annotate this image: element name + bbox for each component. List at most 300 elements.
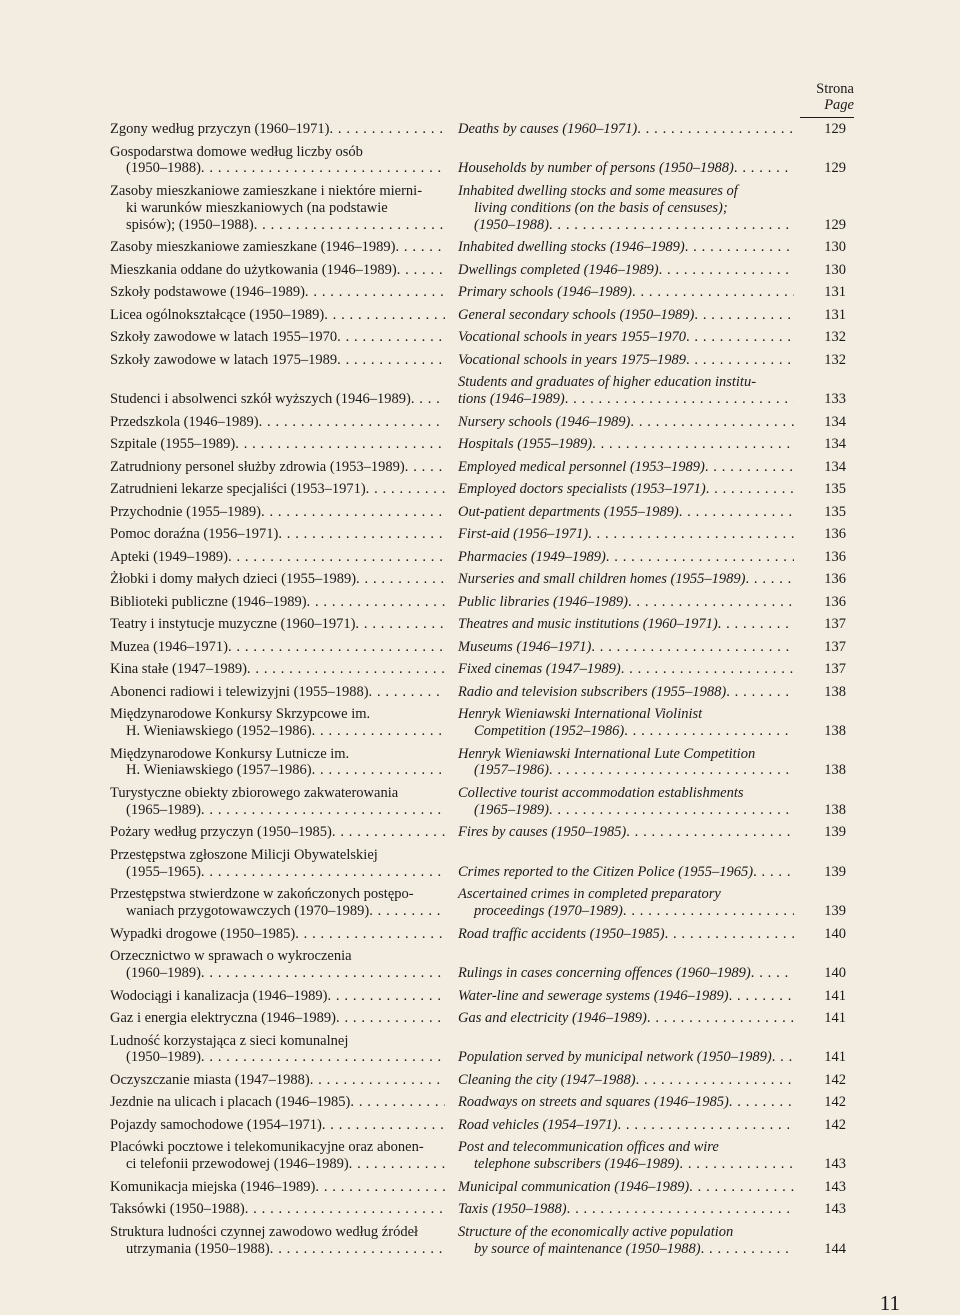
- toc-line-text: Employed doctors specialists (1953–1971): [458, 481, 706, 498]
- toc-title-pl: [110, 824, 445, 841]
- toc-line: [110, 948, 445, 965]
- toc-line-text: Vocational schools in years 1955–1970: [458, 329, 686, 346]
- toc-line-text: proceedings (1970–1989): [474, 903, 623, 920]
- toc-entry[interactable]: [110, 307, 846, 324]
- toc-line: [110, 217, 445, 234]
- toc-line: [458, 926, 794, 943]
- toc-page-number: 130: [824, 239, 846, 256]
- leader-dots: [366, 481, 445, 498]
- leader-dots: [729, 988, 794, 1005]
- toc-title-pl: [110, 988, 445, 1005]
- toc-title-en: [458, 1224, 794, 1258]
- toc-title-pl: [110, 549, 445, 566]
- toc-line-text: Fires by causes (1950–1985): [458, 824, 627, 841]
- toc-line: [110, 1224, 445, 1241]
- leader-dots: [337, 352, 445, 369]
- toc-entry[interactable]: [110, 526, 846, 543]
- toc-line-text: Licea ogólnokształcące (1950–1989): [110, 306, 325, 323]
- toc-line: [458, 481, 794, 498]
- toc-line-text: Gas and electricity (1946–1989): [458, 1010, 647, 1027]
- toc-entry[interactable]: [110, 329, 846, 346]
- toc-line-text: (1957–1986): [474, 762, 549, 779]
- toc-line: [110, 864, 445, 881]
- toc-line: [110, 504, 445, 521]
- toc-entry[interactable]: [110, 481, 846, 498]
- toc-line-text: Biblioteki publiczne (1946–1989): [110, 593, 307, 610]
- toc-page-number: 141: [824, 1010, 846, 1027]
- toc-title-pl: [110, 414, 445, 431]
- toc-line-text: Taksówki (1950–1988): [110, 1201, 245, 1218]
- toc-line: [110, 144, 445, 161]
- toc-entry[interactable]: [110, 785, 846, 819]
- leader-dots: [549, 802, 794, 819]
- toc-line-text: Szpitale (1955–1989): [110, 436, 236, 453]
- leader-dots: [549, 762, 794, 779]
- toc-entry[interactable]: [110, 504, 846, 521]
- toc-line-text: (1950–1989): [126, 1049, 201, 1066]
- toc-line-text: Pożary według przyczyn (1950–1985): [110, 824, 332, 841]
- toc-title-en: [458, 706, 794, 740]
- toc-page-number: 129: [824, 216, 846, 233]
- toc-page-number: 141: [824, 987, 846, 1004]
- toc-page-number: 141: [824, 1049, 846, 1066]
- leader-dots: [247, 661, 445, 678]
- toc-title-pl: [110, 1224, 445, 1258]
- toc-line: [110, 307, 445, 324]
- toc-title-pl: [110, 459, 445, 476]
- leader-dots: [567, 1201, 794, 1218]
- toc-page-number: 138: [824, 762, 846, 779]
- leader-dots: [626, 824, 794, 841]
- toc-line: [458, 684, 794, 701]
- toc-title-en: [458, 374, 794, 408]
- toc-page-number: 137: [824, 661, 846, 678]
- toc-title-pl: [110, 1117, 445, 1134]
- toc-line: [458, 1117, 794, 1134]
- toc-line: [110, 414, 445, 431]
- toc-line: [110, 1094, 445, 1111]
- toc-line-text: Oczyszczanie miasta (1947–1988): [110, 1071, 310, 1088]
- toc-line: [458, 965, 794, 982]
- toc-page-number: 136: [824, 571, 846, 588]
- toc-line-text: telephone subscribers (1946–1989): [474, 1156, 680, 1173]
- toc-title-pl: [110, 329, 445, 346]
- toc-line-text: Employed medical personnel (1953–1989): [458, 458, 705, 475]
- toc-line-text: Teatry i instytucje muzyczne (1960–1971): [110, 616, 356, 633]
- toc-line-text: Muzea (1946–1971): [110, 638, 228, 655]
- toc-line-text: Henryk Wieniawski International Violinist: [458, 706, 703, 723]
- toc-page-number: 132: [824, 329, 846, 346]
- toc-line-text: Zatrudnieni lekarze specjaliści (1953–1971): [110, 481, 366, 498]
- leader-dots: [718, 616, 794, 633]
- leader-dots: [630, 414, 794, 431]
- toc-line: [458, 785, 794, 802]
- toc-line-text: Zasoby mieszkaniowe zamieszkane (1946–1989): [110, 239, 396, 256]
- toc-line: [110, 802, 445, 819]
- leader-dots: [201, 864, 445, 881]
- toc-line: [110, 329, 445, 346]
- toc-line-text: Szkoły podstawowe (1946–1989): [110, 284, 305, 301]
- toc-title-en: [458, 262, 794, 279]
- toc-line-text: Apteki (1949–1989): [110, 548, 228, 565]
- toc-page-number: 131: [824, 306, 846, 323]
- toc-entry[interactable]: [110, 121, 846, 138]
- toc-line: [458, 594, 794, 611]
- toc-line-text: Henryk Wieniawski International Lute Competition: [458, 745, 756, 762]
- toc-entry[interactable]: [110, 549, 846, 566]
- toc-title-en: [458, 121, 794, 138]
- toc-line-text: Cleaning the city (1947–1988): [458, 1071, 636, 1088]
- toc-line: [458, 802, 794, 819]
- leader-dots: [327, 988, 445, 1005]
- toc-line-text: Orzecznictwo w sprawach o wykroczenia: [110, 948, 352, 965]
- toc-title-en: [458, 414, 794, 431]
- leader-dots: [270, 1241, 445, 1258]
- toc-entry[interactable]: [110, 374, 846, 408]
- leader-dots: [628, 594, 794, 611]
- toc-title-pl: [110, 1201, 445, 1218]
- toc-line: [110, 723, 445, 740]
- toc-page-number: 139: [824, 903, 846, 920]
- toc-line-text: Dwellings completed (1946–1989): [458, 261, 659, 278]
- toc-line-text: Przychodnie (1955–1989): [110, 503, 262, 520]
- toc-title-en: [458, 864, 794, 881]
- toc-line-text: Road traffic accidents (1950–1985): [458, 925, 665, 942]
- toc-line: [458, 307, 794, 324]
- toc-line-text: (1950–1988): [474, 216, 549, 233]
- leader-dots: [295, 926, 445, 943]
- toc-line: [458, 1010, 794, 1027]
- toc-line: [110, 926, 445, 943]
- toc-title-pl: [110, 639, 445, 656]
- toc-line-text: Population served by municipal network (1950–1989): [458, 1049, 772, 1066]
- toc-entry[interactable]: [110, 1179, 846, 1196]
- toc-line-text: Hospitals (1955–1989): [458, 436, 593, 453]
- toc-page-number: 143: [824, 1201, 846, 1218]
- toc-line: [110, 1241, 445, 1258]
- toc-line: [110, 746, 445, 763]
- toc-line-text: Inhabited dwelling stocks and some measures of: [458, 182, 738, 199]
- leader-dots: [623, 903, 794, 920]
- toc-page-number: 135: [824, 481, 846, 498]
- toc-line: [458, 661, 794, 678]
- toc-line: [458, 329, 794, 346]
- toc-line: [458, 988, 794, 1005]
- toc-line: [110, 661, 445, 678]
- toc-line: [458, 526, 794, 543]
- toc-entry[interactable]: [110, 262, 846, 279]
- leader-dots: [337, 329, 445, 346]
- toc-title-pl: [110, 144, 445, 178]
- leader-dots: [356, 571, 445, 588]
- leader-dots: [729, 1094, 794, 1111]
- toc-line-text: Structure of the economically active population: [458, 1223, 734, 1240]
- toc-page-number: 137: [824, 616, 846, 633]
- toc-line-text: Roadways on streets and squares (1946–1985): [458, 1094, 729, 1111]
- toc-line-text: Pomoc doraźna (1956–1971): [110, 526, 279, 543]
- leader-dots: [621, 661, 794, 678]
- leader-dots: [324, 307, 445, 324]
- toc-entry[interactable]: [110, 926, 846, 943]
- toc-line-text: Zasoby mieszkaniowe zamieszkane i niektóre mierni-: [110, 182, 423, 199]
- toc-entry[interactable]: [110, 436, 846, 453]
- toc-entry[interactable]: [110, 1094, 846, 1111]
- toc-line: [458, 1224, 794, 1241]
- toc-line-text: Deaths by causes (1960–1971): [458, 121, 638, 137]
- toc-line: [110, 183, 445, 200]
- toc-line: [458, 436, 794, 453]
- leader-dots: [606, 549, 794, 566]
- toc-line: [110, 616, 445, 633]
- toc-line: [110, 785, 445, 802]
- toc-entry[interactable]: [110, 352, 846, 369]
- toc-line: [458, 746, 794, 763]
- toc-line-text: living conditions (on the basis of censuses);: [474, 199, 728, 216]
- leader-dots: [592, 436, 794, 453]
- toc-line: [458, 160, 794, 177]
- toc-entry[interactable]: [110, 847, 846, 881]
- toc-entry[interactable]: [110, 886, 846, 920]
- table-of-contents: [110, 121, 846, 1263]
- toc-line: [110, 594, 445, 611]
- leader-dots: [647, 1010, 794, 1027]
- toc-title-pl: [110, 926, 445, 943]
- toc-title-pl: [110, 571, 445, 588]
- toc-line-text: Żłobki i domy małych dzieci (1955–1989): [110, 571, 357, 588]
- leader-dots: [336, 1010, 445, 1027]
- toc-title-pl: [110, 706, 445, 740]
- toc-title-en: [458, 239, 794, 256]
- leader-dots: [395, 239, 445, 256]
- toc-title-en: [458, 1049, 794, 1066]
- toc-entry[interactable]: [110, 1117, 846, 1134]
- toc-title-en: [458, 988, 794, 1005]
- toc-title-pl: [110, 661, 445, 678]
- toc-line-text: H. Wieniawskiego (1952–1986): [126, 723, 312, 740]
- toc-page-number: 131: [824, 284, 846, 301]
- toc-entry[interactable]: [110, 824, 846, 841]
- leader-dots: [701, 1241, 794, 1258]
- toc-page-number: 132: [824, 351, 846, 368]
- toc-entry[interactable]: [110, 459, 846, 476]
- toc-line-text: Theatres and music institutions (1960–1971): [458, 616, 718, 633]
- toc-page-number: 134: [824, 436, 846, 453]
- toc-entry[interactable]: [110, 284, 846, 301]
- toc-title-pl: [110, 391, 445, 408]
- toc-entry[interactable]: [110, 746, 846, 780]
- toc-line-text: Ascertained crimes in completed preparatory: [458, 886, 721, 903]
- toc-line: [110, 239, 445, 256]
- toc-line: [110, 1139, 445, 1156]
- toc-line: [110, 886, 445, 903]
- toc-line: [458, 200, 794, 217]
- toc-title-pl: [110, 504, 445, 521]
- toc-line-text: Pharmacies (1949–1989): [458, 548, 606, 565]
- toc-title-pl: [110, 886, 445, 920]
- toc-entry[interactable]: [110, 948, 846, 982]
- toc-line-text: Road vehicles (1954–1971): [458, 1116, 618, 1133]
- toc-entry[interactable]: [110, 183, 846, 234]
- toc-line: [458, 762, 794, 779]
- toc-title-en: [458, 1201, 794, 1218]
- toc-entry[interactable]: [110, 616, 846, 633]
- page-number: 11: [879, 1291, 900, 1315]
- toc-title-en: [458, 549, 794, 566]
- toc-line: [110, 1117, 445, 1134]
- toc-entry[interactable]: [110, 594, 846, 611]
- leader-dots: [245, 1201, 445, 1218]
- toc-line: [458, 459, 794, 476]
- leader-dots: [734, 160, 794, 177]
- toc-line: [110, 459, 445, 476]
- toc-title-en: [458, 965, 794, 982]
- leader-dots: [694, 307, 794, 324]
- leader-dots: [307, 594, 445, 611]
- leader-dots: [772, 1049, 794, 1066]
- leader-dots: [369, 903, 445, 920]
- toc-entry[interactable]: [110, 571, 846, 588]
- leader-dots: [201, 965, 445, 982]
- toc-line-text: Zatrudniony personel służby zdrowia (1953–1989): [110, 458, 405, 475]
- toc-page-number: 136: [824, 593, 846, 610]
- toc-line-text: Jezdnie na ulicach i placach (1946–1985): [110, 1094, 351, 1111]
- toc-line: [458, 903, 794, 920]
- leader-dots: [549, 217, 794, 234]
- toc-title-pl: [110, 1033, 445, 1067]
- toc-entry[interactable]: [110, 988, 846, 1005]
- toc-entry[interactable]: [110, 661, 846, 678]
- toc-title-pl: [110, 1094, 445, 1111]
- toc-page-number: 143: [824, 1178, 846, 1195]
- toc-line-text: Water-line and sewerage systems (1946–1989): [458, 987, 729, 1004]
- toc-title-en: [458, 639, 794, 656]
- toc-line-text: Taxis (1950–1988): [458, 1201, 567, 1218]
- toc-title-en: [458, 746, 794, 780]
- toc-line-text: Placówki pocztowe i telekomunikacyjne oraz abonen-: [110, 1139, 424, 1156]
- toc-line-text: Przedszkola (1946–1989): [110, 413, 259, 430]
- toc-line-text: First-aid (1956–1971): [458, 526, 589, 543]
- toc-line: [110, 391, 445, 408]
- toc-entry[interactable]: [110, 1033, 846, 1067]
- toc-line-text: waniach przygotowawczych (1970–1989): [126, 903, 370, 920]
- toc-page-number: 144: [824, 1240, 846, 1257]
- leader-dots: [751, 965, 794, 982]
- toc-entry[interactable]: [110, 144, 846, 178]
- toc-line: [458, 1139, 794, 1156]
- toc-title-pl: [110, 262, 445, 279]
- leader-dots: [685, 239, 794, 256]
- leader-dots: [659, 262, 794, 279]
- toc-line: [458, 1179, 794, 1196]
- toc-line: [458, 391, 794, 408]
- toc-title-en: [458, 1072, 794, 1089]
- leader-dots: [235, 436, 445, 453]
- toc-entry[interactable]: [110, 1072, 846, 1089]
- toc-line: [458, 616, 794, 633]
- toc-title-pl: [110, 436, 445, 453]
- toc-line: [110, 262, 445, 279]
- toc-entry[interactable]: [110, 639, 846, 656]
- toc-line-text: Pojazdy samochodowe (1954–1971): [110, 1116, 322, 1133]
- leader-dots: [332, 824, 445, 841]
- toc-title-en: [458, 571, 794, 588]
- toc-line-text: Radio and television subscribers (1955–1988): [458, 683, 727, 700]
- toc-line-text: Students and graduates of higher education institu-: [458, 374, 757, 391]
- toc-entry[interactable]: [110, 706, 846, 740]
- toc-line: [110, 762, 445, 779]
- toc-line-text: Collective tourist accommodation establishments: [458, 784, 744, 801]
- toc-title-pl: [110, 1072, 445, 1089]
- toc-line: [458, 723, 794, 740]
- toc-entry[interactable]: [110, 684, 846, 701]
- leader-dots: [565, 391, 794, 408]
- toc-page-number: 143: [824, 1156, 846, 1173]
- leader-dots: [312, 723, 445, 740]
- toc-entry[interactable]: [110, 414, 846, 431]
- toc-page-number: 130: [824, 261, 846, 278]
- toc-title-en: [458, 481, 794, 498]
- leader-dots: [726, 684, 794, 701]
- toc-title-pl: [110, 616, 445, 633]
- toc-line: [110, 481, 445, 498]
- toc-title-en: [458, 307, 794, 324]
- leader-dots: [259, 414, 445, 431]
- toc-title-pl: [110, 284, 445, 301]
- toc-line: [110, 1010, 445, 1027]
- toc-line: [110, 639, 445, 656]
- toc-title-en: [458, 1010, 794, 1027]
- toc-line-text: Międzynarodowe Konkursy Skrzypcowe im.: [110, 706, 371, 723]
- toc-line: [110, 965, 445, 982]
- toc-title-en: [458, 329, 794, 346]
- toc-entry[interactable]: [110, 1224, 846, 1258]
- leader-dots: [706, 481, 794, 498]
- leader-dots: [679, 1156, 794, 1173]
- toc-line: [458, 183, 794, 200]
- header-label-en: Page: [824, 97, 854, 113]
- toc-entry[interactable]: [110, 1010, 846, 1027]
- toc-entry[interactable]: [110, 1201, 846, 1218]
- toc-entry[interactable]: [110, 239, 846, 256]
- toc-title-pl: [110, 307, 445, 324]
- toc-line: [458, 549, 794, 566]
- toc-title-pl: [110, 746, 445, 780]
- toc-line-text: ci telefonii przewodowej (1946–1989): [126, 1156, 349, 1173]
- header-rule: [800, 117, 854, 118]
- leader-dots: [665, 926, 794, 943]
- leader-dots: [261, 504, 445, 521]
- toc-line-text: Mieszkania oddane do użytkowania (1946–1989): [110, 261, 397, 278]
- toc-line: [458, 1072, 794, 1089]
- toc-title-pl: [110, 352, 445, 369]
- toc-line-text: Gaz i energia elektryczna (1946–1989): [110, 1010, 336, 1027]
- toc-title-pl: [110, 948, 445, 982]
- toc-page-number: 137: [824, 638, 846, 655]
- toc-title-en: [458, 661, 794, 678]
- toc-line: [110, 1072, 445, 1089]
- leader-dots: [201, 1049, 445, 1066]
- toc-line: [110, 160, 445, 177]
- toc-line-text: Międzynarodowe Konkursy Lutnicze im.: [110, 745, 350, 762]
- toc-line-text: Komunikacja miejska (1946–1989): [110, 1178, 316, 1195]
- toc-title-pl: [110, 684, 445, 701]
- toc-line-text: Abonenci radiowi i telewizyjni (1955–1988): [110, 683, 369, 700]
- leader-dots: [591, 639, 794, 656]
- toc-line: [458, 414, 794, 431]
- toc-title-en: [458, 684, 794, 701]
- toc-entry[interactable]: [110, 1139, 846, 1173]
- toc-line-text: by source of maintenance (1950–1988): [474, 1240, 701, 1257]
